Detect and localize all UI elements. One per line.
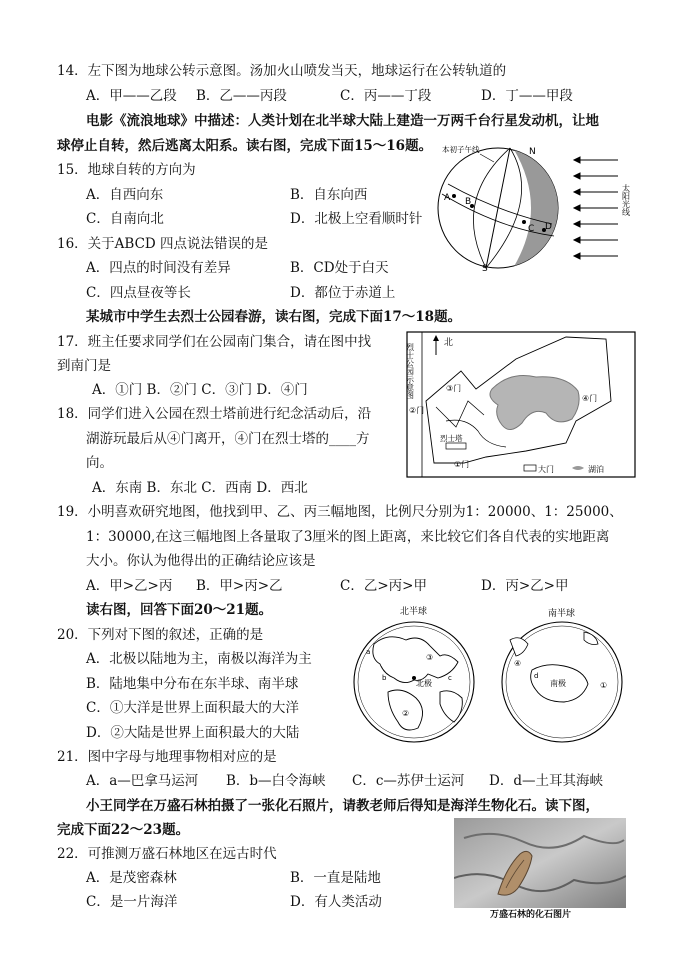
fossil-photo <box>454 818 626 908</box>
q21-option-a: A．a—巴拿马运河 <box>86 773 199 789</box>
q20-option-c: C．①大洋是世界上面积最大的大洋 <box>86 700 299 716</box>
q14-option-b: B．乙——丙段 <box>196 88 287 104</box>
q20-option-d: D．②大陆是世界上面积最大的大陆 <box>86 725 300 741</box>
q19-option-c: C．乙>丙>甲 <box>340 578 427 594</box>
circle-3-label: ③ <box>426 653 434 662</box>
legend-gate-icon <box>524 465 536 471</box>
q19-stem-line3: 大小。你认为他得出的正确结论应该是 <box>86 553 316 569</box>
park-map-figure <box>406 331 636 478</box>
q21-stem: 21．图中字母与地理事物相对应的是 <box>57 749 277 765</box>
q18-options: A．东南 B．东北 C．西南 D．西北 <box>92 480 308 496</box>
south-pole-label: S <box>482 264 488 272</box>
q15-option-a: A．自西向东 <box>86 187 164 203</box>
q22-option-c: C．是一片海洋 <box>86 894 178 910</box>
q20-option-b: B．陆地集中分布在东半球、南半球 <box>86 676 299 692</box>
q15-stem: 15．地球自转的方向为 <box>57 162 196 178</box>
legend-gate-label: 大门 <box>538 465 554 474</box>
q19-stem-line2: 1：30000,在这三幅地图上各量取了3厘米的图上距离，来比较它们各自代表的实地距离 <box>86 529 610 545</box>
q16-option-d: D．都位于赤道上 <box>290 285 396 301</box>
q14-option-d: D．丁——甲段 <box>481 88 573 104</box>
q22-option-a: A．是茂密森林 <box>86 870 177 886</box>
hemispheres-figure <box>344 604 638 744</box>
point-c-label: C <box>528 224 535 234</box>
north-label: 北 <box>444 338 454 348</box>
q16-option-b: B．CD处于白天 <box>290 260 389 276</box>
q16-option-a: A．四点的时间没有差异 <box>86 260 231 276</box>
q18-stem-line2: 湖游玩最后从④门离开，④门在烈士塔的____方 <box>86 431 370 447</box>
letter-d-label: d <box>534 672 539 680</box>
fossil-caption: 万盛石林的化石图片 <box>490 910 572 920</box>
intro-15-16-line2: 球停止自转，然后逃离太阳系。读右图，完成下面15～16题。 <box>57 138 433 154</box>
q22-stem: 22．可推测万盛石林地区在远古时代 <box>57 846 277 862</box>
point-b-label: B <box>465 197 472 207</box>
north-hemisphere-title: 北半球 <box>400 607 428 617</box>
intro-22-23-line2: 完成下面22～23题。 <box>57 822 190 838</box>
gate-3-label: ③门 <box>446 384 462 393</box>
q15-option-b: B．自东向西 <box>290 187 368 203</box>
letter-c-label: c <box>448 674 452 682</box>
q15-option-d: D．北极上空看顺时针 <box>290 211 423 227</box>
q16-option-c: C．四点昼夜等长 <box>86 285 191 301</box>
letter-b-label: b <box>382 674 387 682</box>
sun-rays-label: 太阳光线 <box>621 184 631 216</box>
circle-4-label: ④ <box>514 659 522 668</box>
south-pole-label: 南极 <box>550 679 566 688</box>
q16-stem: 16．关于ABCD 四点说法错误的是 <box>57 236 269 252</box>
intro-15-16-line1: 电影《流浪地球》中描述：人类计划在北半球大陆上建造一万两千台行星发动机，让地 <box>86 113 599 129</box>
tower-label: 烈士塔 <box>440 434 463 443</box>
south-hemisphere-title: 南半球 <box>548 609 576 619</box>
gate-4-label: ④门 <box>582 394 598 403</box>
gate-2-label: ②门 <box>409 406 425 415</box>
q17-options: A．①门 B．②门 C．③门 D．④门 <box>92 382 308 398</box>
q22-option-b: B．一直是陆地 <box>290 870 381 886</box>
circle-2-label: ② <box>402 709 410 718</box>
point-d-label: D <box>545 222 552 232</box>
q14-option-a: A．甲——乙段 <box>86 88 177 104</box>
prime-meridian-label: 本初子午线 <box>442 145 480 154</box>
q19-option-d: D．丙>乙>甲 <box>481 578 569 594</box>
north-pole-label: N <box>529 147 536 157</box>
legend-lake-label: 湖泊 <box>588 465 604 474</box>
q19-option-a: A．甲>乙>丙 <box>86 578 173 594</box>
q14-stem: 14．左下图为地球公转示意图。汤加火山喷发当天，地球运行在公转轨道的 <box>57 63 507 79</box>
q21-option-b: B．b—白令海峡 <box>226 773 326 789</box>
q18-stem-line1: 18．同学们进入公园在烈士塔前进行纪念活动后，沿 <box>57 406 372 422</box>
globe-rotation-figure <box>432 140 642 272</box>
north-pole-label: 北极 <box>416 679 432 688</box>
q18-stem-line3: 向。 <box>86 455 113 471</box>
q17-stem-line2: 到南门是 <box>57 358 111 374</box>
q19-stem-line1: 19．小明喜欢研究地图，他找到甲、乙、丙三幅地图，比例尺分别为1：20000、1：25000、 <box>57 504 623 520</box>
park-map-title: 烈士公园示意图 <box>406 343 415 399</box>
q19-option-b: B．甲>丙>乙 <box>196 578 283 594</box>
q21-option-c: C．c—苏伊士运河 <box>352 773 465 789</box>
intro-20-21: 读右图，回答下面20～21题。 <box>86 602 273 618</box>
q20-option-a: A．北极以陆地为主，南极以海洋为主 <box>86 651 312 667</box>
q21-option-d: D．d—土耳其海峡 <box>489 773 603 789</box>
q17-stem-line1: 17．班主任要求同学们在公园南门集合，请在图中找 <box>57 334 372 350</box>
martyrs-tower <box>446 443 466 449</box>
circle-1-label: ① <box>600 681 608 690</box>
sun-rays <box>574 157 618 259</box>
q22-option-d: D．有人类活动 <box>290 894 382 910</box>
q20-stem: 20．下列对下图的叙述，正确的是 <box>57 627 264 643</box>
point-a-label: A <box>444 193 451 203</box>
gate-1-label: ①门 <box>454 460 470 469</box>
intro-22-23-line1: 小王同学在万盛石林拍摄了一张化石照片，请教老师后得知是海洋生物化石。读下图， <box>86 798 599 814</box>
intro-17-18: 某城市中学生去烈士公园春游，读右图，完成下面17～18题。 <box>86 309 462 325</box>
q14-option-c: C．丙——丁段 <box>340 88 432 104</box>
q15-option-c: C．自南向北 <box>86 211 164 227</box>
letter-a-label: a <box>366 648 371 656</box>
